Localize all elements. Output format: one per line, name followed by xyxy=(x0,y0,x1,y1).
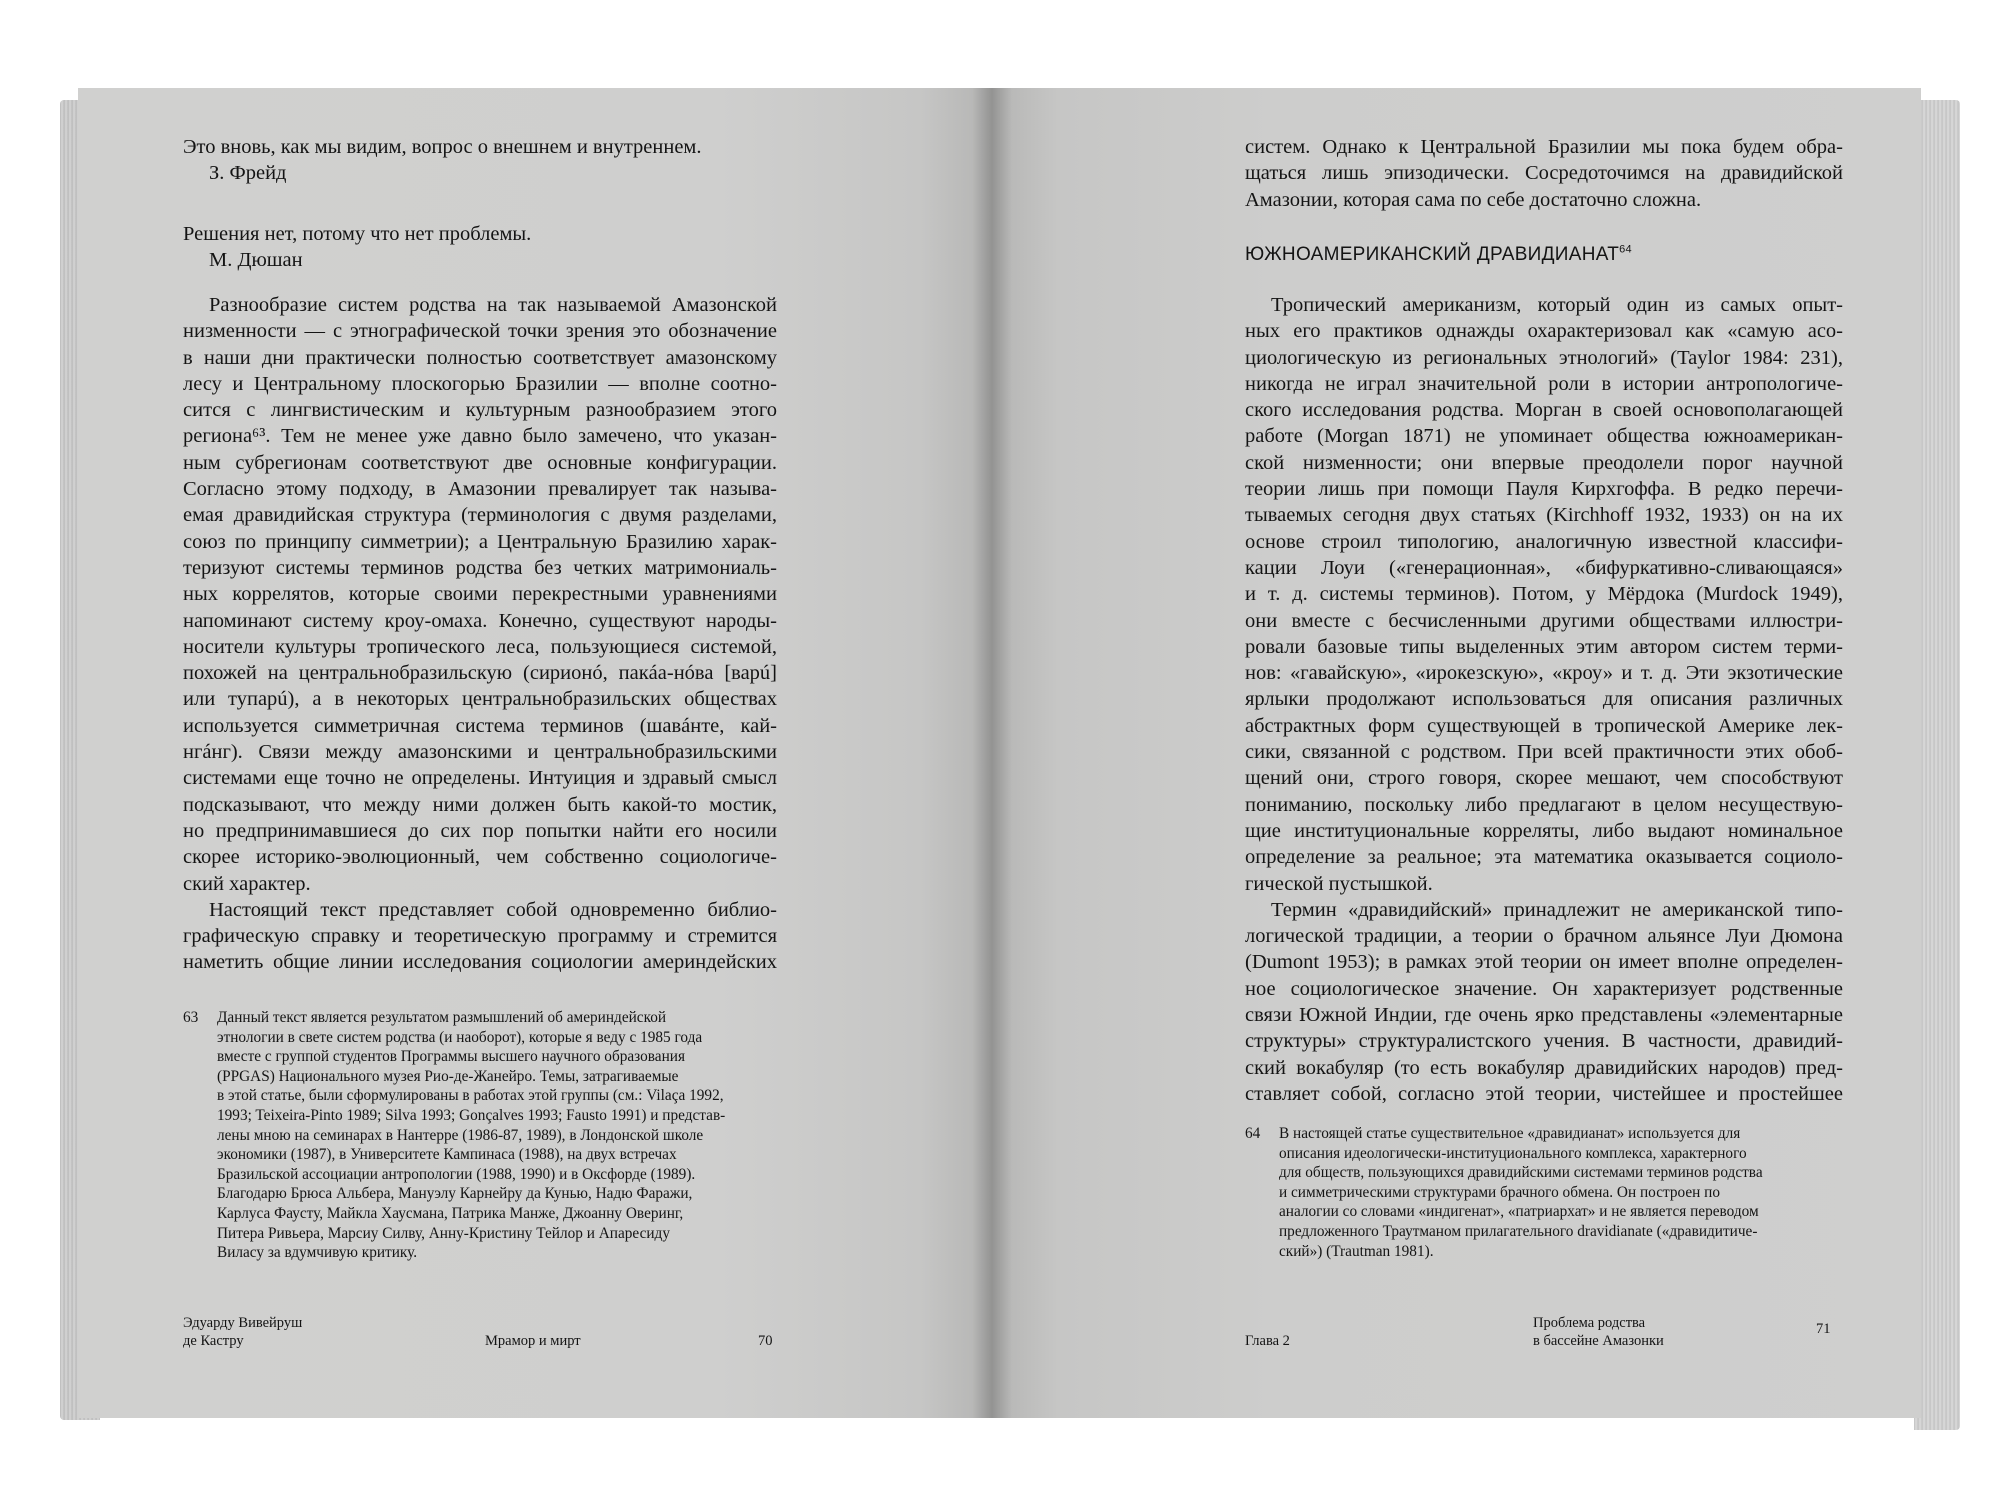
text-line: теории лишь при помощи Пауля Кирхгоффа. В редко перечи- xyxy=(1245,478,1843,501)
footnote-63 xyxy=(183,1008,777,1263)
text-line: абстрактных форм существующей в тропической Америке лек- xyxy=(1245,714,1843,737)
text-line: кации Лоуи («генерационная», «бифуркативно-сливающаяся» xyxy=(1245,556,1843,579)
footnote-line: 1993; Teixeira-Pinto 1989; Silva 1993; Gonçalves 1993; Fausto 1991) и представ- xyxy=(217,1106,726,1124)
running-chapter: Глава 2 xyxy=(1245,1333,1290,1349)
epigraph-quote: Это вновь, как мы видим, вопрос о внешнем и внутреннем. xyxy=(183,136,702,158)
text-line: системами еще точно не определены. Интуиция и здравый смысл xyxy=(183,767,777,790)
spine-shadow xyxy=(972,88,1012,1418)
text-line: основе строил типологию, аналогичную известной классифи- xyxy=(1245,530,1843,553)
text-line: низменности — с этнографической точки зрения это обозначение xyxy=(183,320,777,343)
text-line: ский вокабуляр (то есть вокабуляр дравидийских народов) пред- xyxy=(1245,1056,1843,1079)
text-line: Согласно этому подходу, в Амазонии превалирует так называ- xyxy=(183,478,777,501)
text-line: ской низменности; они впервые преодолели порог научной xyxy=(1245,451,1843,474)
epigraph-2 xyxy=(183,221,777,274)
footnote-line: для обществ, пользующихся дравидийскими системами терминов родства xyxy=(1279,1164,1763,1182)
epigraph-quote: Решения нет, потому что нет проблемы. xyxy=(183,223,532,245)
runner-author-line1: Эдуарду Вивейруш xyxy=(183,1315,303,1331)
text-line: ных коррелятов, которые своими перекрестными уравнениями xyxy=(183,583,777,606)
footnote-line: описания идеологически-институционального комплекса, характерного xyxy=(1279,1144,1747,1162)
text-line: ное социологическое значение. Он характеризует родственные xyxy=(1245,977,1843,1000)
text-line: определение за реальное; эта математика оказывается социоло- xyxy=(1245,846,1843,869)
text-line: Настоящий текст представляет собой одновременно библио- xyxy=(209,898,777,921)
right-top-text xyxy=(1245,134,1843,213)
text-line: наметить общие линии исследования социологии америндейских xyxy=(183,951,777,974)
text-line: теризуют системы терминов родства без четких матримониаль- xyxy=(183,556,777,579)
text-line: щие институциональные корреляты, либо выдают номинальное xyxy=(1245,819,1843,842)
right-page xyxy=(993,88,1921,1418)
text-line: в наши дни практически полностью соответствует амазонскому xyxy=(183,346,777,369)
text-line: или тупарú), а в некоторых центральнобразильских обществах xyxy=(183,688,777,711)
left-body-text xyxy=(183,292,777,976)
text-line: гической пустышкой. xyxy=(1245,872,1433,895)
text-line: сится с лингвистическим и культурным разнообразием этого xyxy=(183,399,777,422)
text-line: логической традиции, а теории о брачном альянсе Луи Дюмона xyxy=(1245,925,1843,948)
text-line: но предпринимавшиеся до сих пор попытки найти его носили xyxy=(183,819,777,842)
text-line: скорее историко-эволюционный, чем собственно социологиче- xyxy=(183,846,777,869)
text-line: связи Южной Индии, где очень ярко представлены «элементарные xyxy=(1245,1004,1843,1027)
footnote-line: Карлуса Фаусту, Майкла Хаусмана, Патрика Манже, Джоанну Оверинг, xyxy=(217,1204,684,1222)
text-line: нов: «гавайскую», «ирокезскую», «кроу» и т. д. Эти экзотические xyxy=(1245,662,1843,685)
text-line: Амазонии, которая сама по себе достаточно сложна. xyxy=(1245,188,1702,211)
text-line: емая дравидийская структура (терминология с двумя разделами, xyxy=(183,504,777,527)
footnote-line: и симметрическими структурами брачного обмена. Он построен по xyxy=(1279,1183,1720,1201)
page-number-left: 70 xyxy=(758,1333,773,1349)
runner-author-line2: де Кастру xyxy=(183,1333,244,1349)
text-line: циологическую из региональных этнологий» (Taylor 1984: 231), xyxy=(1245,346,1843,369)
running-chapter-title xyxy=(1533,1314,1664,1350)
footnote-number: 64 xyxy=(1245,1125,1261,1142)
text-line: ярлыки продолжают использоваться для описания различных xyxy=(1245,688,1843,711)
left-page xyxy=(78,88,993,1418)
text-line: напоминают систему кроу-омаха. Конечно, существуют народы- xyxy=(183,609,777,632)
text-line: работе (Morgan 1871) не упоминает общества южноамерикан- xyxy=(1245,425,1843,448)
footnote-line: В настоящей статье существительное «дравидианат» используется для xyxy=(1279,1125,1741,1142)
text-line: ского исследования родства. Морган в своей основополагающей xyxy=(1245,399,1843,422)
footnote-line: Питера Ривьера, Марсиу Силву, Анну-Кристину Тейлор и Апаресиду xyxy=(217,1224,670,1242)
text-line: носители культуры тропического леса, пользующиеся системой, xyxy=(183,635,777,658)
footnote-line: Данный текст является результатом размышлений об америндейской xyxy=(217,1009,667,1026)
runner-title-line2: в бассейне Амазонки xyxy=(1533,1333,1664,1349)
text-line: сики, связанной с родством. При всей практичности этих обоб- xyxy=(1245,741,1843,764)
text-line: нгáнг). Связи между амазонскими и центральнобразильскими xyxy=(183,741,777,764)
text-line: они вместе с бесчисленными другими обществами иллюстри- xyxy=(1245,609,1843,632)
epigraph-1 xyxy=(183,134,777,187)
epigraph-author: З. Фрейд xyxy=(209,162,287,185)
text-line: ровали базовые типы выделенных этим автором систем терми- xyxy=(1245,635,1843,658)
footnote-line: предложенного Траутманом прилагательного dravidianate («дравидитиче- xyxy=(1279,1222,1758,1240)
running-title: Мрамор и мирт xyxy=(485,1333,581,1349)
text-line: похожей на центральнобразильскую (сирионó, пакáа-нóва [варú] xyxy=(183,662,777,685)
text-line: Тропический американизм, который один из самых опыт- xyxy=(1271,294,1843,316)
runner-title-line1: Проблема родства xyxy=(1533,1315,1646,1331)
right-body-text xyxy=(1245,292,1843,1107)
text-line: ным субрегионам соответствуют две основные конфигурации. xyxy=(183,451,777,474)
text-line: используется симметричная система терминов (шавáнте, кай- xyxy=(183,714,777,737)
running-author xyxy=(183,1314,302,1350)
text-line: региона⁶³. Тем не менее уже давно было замечено, что указан- xyxy=(183,425,777,448)
text-line: Разнообразие систем родства на так называемой Амазонской xyxy=(209,294,777,316)
text-line: союз по принципу симметрии); а Центральную Бразилию харак- xyxy=(183,530,777,553)
text-line: тываемых сегодня двух статьях (Kirchhoff 1932, 1933) он на их xyxy=(1245,504,1843,527)
text-line: Термин «дравидийский» принадлежит не американской типо- xyxy=(1271,898,1843,921)
footnote-line: ский») (Trautman 1981). xyxy=(1279,1242,1434,1260)
page-number-right: 71 xyxy=(1816,1321,1831,1337)
text-line: и т. д. системы терминов). Потом, у Мёрдока (Murdock 1949), xyxy=(1245,583,1843,606)
text-line: подсказывают, что между ними должен быть какой-то мостик, xyxy=(183,793,777,816)
section-heading xyxy=(1245,244,1843,266)
heading-text: ЮЖНОАМЕРИКАНСКИЙ ДРАВИДИАНАТ xyxy=(1245,244,1620,265)
text-line: ных его практиков однажды охарактеризовал как «самую асо- xyxy=(1245,320,1843,343)
text-line: щаться лишь эпизодически. Сосредоточимся на дравидийской xyxy=(1245,162,1843,185)
footnote-line: аналогии со словами «индигенат», «патриархат» и не является переводом xyxy=(1279,1203,1759,1221)
text-line: (Dumont 1953); в рамках этой теории он имеет вполне определен- xyxy=(1245,951,1843,974)
text-line: щений они, строго говоря, скорее мешают, чем способствуют xyxy=(1245,767,1843,790)
epigraph-author: М. Дюшан xyxy=(209,249,303,272)
text-line: ский характер. xyxy=(183,872,311,895)
footnote-line: экономики (1987), в Университете Кампинаса (1988), на двух встречах xyxy=(217,1146,677,1164)
footnote-number: 63 xyxy=(183,1009,199,1026)
footnote-line: этнологии в свете систем родства (и наоборот), которые я веду с 1985 года xyxy=(217,1028,703,1046)
footnote-64 xyxy=(1245,1124,1843,1261)
text-line: пониманию, поскольку либо предлагают в целом несуществую- xyxy=(1245,793,1843,816)
footnote-text xyxy=(217,1008,725,1263)
text-line: ставляет собой, согласно этой теории, чистейшее и простейшее xyxy=(1245,1082,1843,1105)
text-line: структуры» структуралистского учения. В частности, дравидий- xyxy=(1245,1030,1843,1053)
heading-footnote-ref: 64 xyxy=(1619,243,1632,256)
footnote-line: Виласу за вдумчивую критику. xyxy=(217,1244,418,1262)
footnote-line: в этой статье, были сформулированы в работах этой группы (см.: Vilaça 1992, xyxy=(217,1087,724,1105)
text-line: лесу и Центральному плоскогорью Бразилии — вполне соотно- xyxy=(183,372,777,395)
text-line: систем. Однако к Центральной Бразилии мы пока будем обра- xyxy=(1245,136,1843,158)
footnote-line: вместе с группой студентов Программы высшего научного образования xyxy=(217,1048,685,1066)
text-line: графическую справку и теоретическую программу и стремится xyxy=(183,925,777,948)
open-book xyxy=(60,88,1960,1418)
footnote-line: лены мною на семинарах в Нантерре (1986-87, 1989), в Лондонской школе xyxy=(217,1126,704,1144)
footnote-line: Бразильской ассоциации антропологии (1988, 1990) и в Оксфорде (1989). xyxy=(217,1165,696,1183)
footnote-line: (PPGAS) Национального музея Рио-де-Жанейро. Темы, затрагиваемые xyxy=(217,1067,679,1085)
footnote-text xyxy=(1279,1124,1763,1261)
text-line: никогда не играл значительной роли в истории антропологиче- xyxy=(1245,372,1843,395)
footnote-line: Благодарю Брюса Альбера, Мануэлу Карнейру да Кунью, Надю Фаражи, xyxy=(217,1185,693,1203)
